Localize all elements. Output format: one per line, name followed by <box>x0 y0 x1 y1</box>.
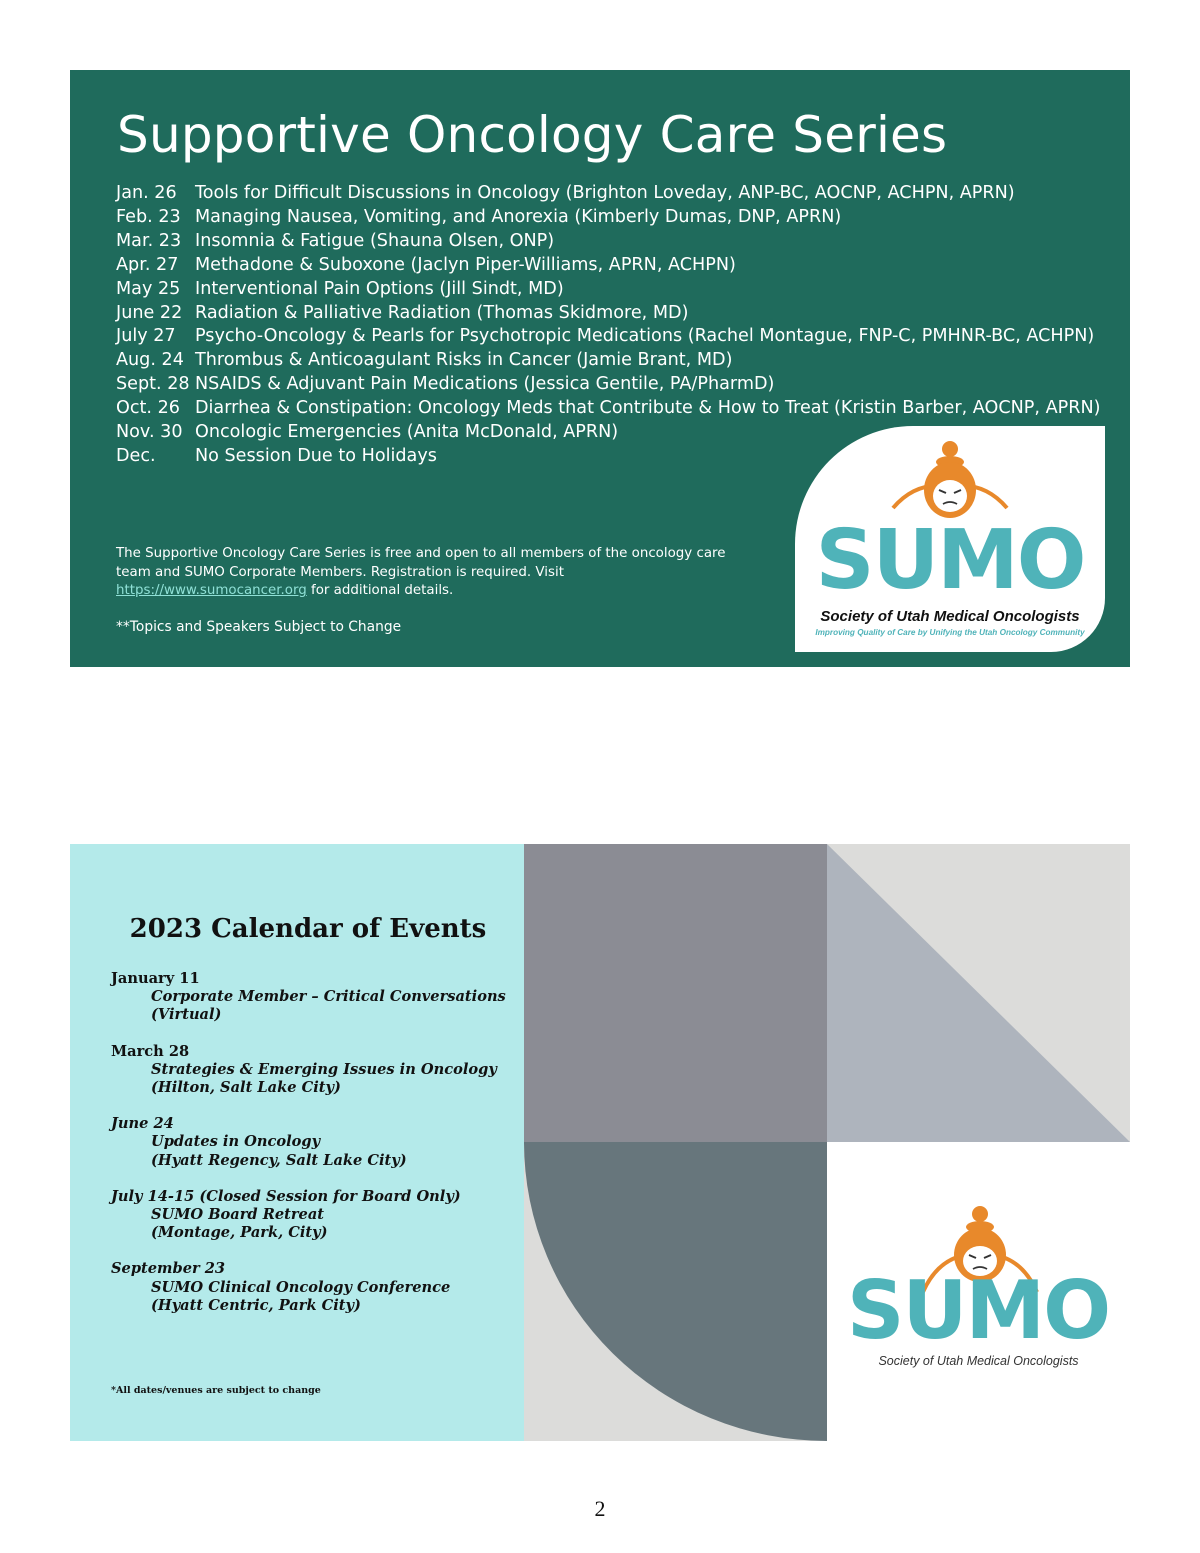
slide-title: Supportive Oncology Care Series <box>117 106 948 164</box>
schedule-row <box>116 349 1100 373</box>
schedule-topic: Radiation & Palliative Radiation (Thomas Skidmore, MD) <box>195 302 689 323</box>
schedule-date: June 22 <box>116 302 183 323</box>
schedule-date: Mar. 23 <box>116 230 182 251</box>
schedule-date: Nov. 30 <box>116 422 183 443</box>
schedule-topic: Methadone & Suboxone (Jaclyn Piper-Williams, APRN, ACHPN) <box>195 254 736 275</box>
schedule-row <box>116 373 1100 397</box>
schedule-date: Feb. 23 <box>116 206 181 227</box>
schedule-topic: Diarrhea & Constipation: Oncology Meds that Contribute & How to Treat (Kristin Barber, AOCNP, APRN) <box>195 398 1101 419</box>
sumo-wordmark: SUMO <box>846 1264 1110 1347</box>
schedule-row <box>116 230 1100 254</box>
logo-tagline: Improving Quality of Care by Unifying the Utah Oncology Community <box>815 628 1085 637</box>
schedule-topic: Thrombus & Anticoagulant Risks in Cancer (Jamie Brant, MD) <box>195 350 733 371</box>
sumo-wrestler-icon <box>795 426 1105 608</box>
event-title: Strategies & Emerging Issues in Oncology <box>151 1060 497 1078</box>
decorative-triangle <box>827 844 1130 1142</box>
schedule-date: Dec. <box>116 445 156 466</box>
registration-text-end: for additional details. <box>306 583 454 599</box>
logo-org-name: Society of Utah Medical Oncologists <box>820 608 1080 625</box>
calendar-title: 2023 Calendar of Events <box>129 914 487 944</box>
page-number: 2 <box>594 1496 606 1521</box>
schedule-date: Jan. 26 <box>116 183 177 203</box>
decorative-gray-block <box>524 844 827 1142</box>
event-item <box>111 1115 506 1170</box>
schedule-topic: Psycho-Oncology & Pearls for Psychotropic Medications (Rachel Montague, FNP-C, PMHNR-BC, ACHPN) <box>195 326 1095 347</box>
schedule-row <box>116 182 1100 206</box>
event-title: SUMO Board Retreat <box>151 1206 325 1224</box>
event-title: SUMO Clinical Oncology Conference <box>151 1278 451 1296</box>
schedule-row <box>116 254 1100 278</box>
dates-subject-to-change-note: *All dates/venues are subject to change <box>111 1385 321 1396</box>
event-item <box>111 1043 506 1098</box>
event-date: July 14-15 (Closed Session for Board Only) <box>111 1187 461 1205</box>
event-venue: (Hyatt Centric, Park City) <box>151 1296 361 1314</box>
schedule-row <box>116 397 1100 421</box>
schedule-topic: Tools for Difficult Discussions in Oncology (Brighton Loveday, ANP-BC, AOCNP, ACHPN, APRN) <box>195 183 1015 203</box>
event-venue: (Montage, Park, City) <box>151 1224 328 1242</box>
schedule-row <box>116 278 1100 302</box>
decorative-quarter-circle <box>524 1142 827 1441</box>
schedule-topic: Managing Nausea, Vomiting, and Anorexia (Kimberly Dumas, DNP, APRN) <box>195 206 842 227</box>
event-venue: (Virtual) <box>151 1006 222 1024</box>
schedule-date: July 27 <box>116 326 176 347</box>
event-date: March 28 <box>111 1042 190 1060</box>
event-date: January 11 <box>111 970 200 987</box>
schedule-row <box>116 302 1100 326</box>
subject-to-change-note: **Topics and Speakers Subject to Change <box>116 619 402 635</box>
event-date: September 23 <box>111 1260 226 1278</box>
calendar-slide <box>70 844 1130 1441</box>
sumo-wrestler-icon <box>827 1142 1130 1347</box>
event-title: Corporate Member – Critical Conversations <box>151 988 506 1006</box>
schedule-date: Oct. 26 <box>116 398 180 419</box>
supportive-oncology-slide <box>70 70 1130 667</box>
events-list <box>111 970 506 1333</box>
sumo-logo-panel <box>827 1142 1130 1441</box>
event-venue: (Hyatt Regency, Salt Lake City) <box>151 1151 407 1169</box>
schedule-date: Apr. 27 <box>116 254 179 275</box>
event-title: Updates in Oncology <box>151 1133 321 1151</box>
schedule-topic: Insomnia & Fatigue (Shauna Olsen, ONP) <box>195 230 555 251</box>
sumocancer-link[interactable]: https://www.sumocancer.org <box>116 583 307 599</box>
registration-note <box>116 545 756 601</box>
event-venue: (Hilton, Salt Lake City) <box>151 1079 341 1097</box>
schedule-date: Sept. 28 <box>116 374 190 395</box>
event-item <box>111 1260 506 1315</box>
logo-org-name: Society of Utah Medical Oncologists <box>878 1354 1079 1368</box>
event-item <box>111 970 506 1025</box>
registration-text: The Supportive Oncology Care Series is free and open to all members of the oncology care team and SUMO Corporate Members. Registration is required. Visit <box>116 546 726 580</box>
sumo-wordmark: SUMO <box>815 513 1085 608</box>
sumo-logo-card <box>795 426 1105 652</box>
schedule-topic: NSAIDS & Adjuvant Pain Medications (Jessica Gentile, PA/PharmD) <box>195 374 775 395</box>
calendar-panel <box>70 844 524 1441</box>
event-item <box>111 1188 506 1243</box>
schedule-topic: Interventional Pain Options (Jill Sindt, MD) <box>195 278 564 299</box>
event-date: June 24 <box>111 1115 174 1133</box>
schedule-row <box>116 325 1100 349</box>
schedule-date: May 25 <box>116 278 181 299</box>
schedule-topic: No Session Due to Holidays <box>195 445 437 466</box>
schedule-row <box>116 206 1100 230</box>
schedule-date: Aug. 24 <box>116 350 184 371</box>
schedule-topic: Oncologic Emergencies (Anita McDonald, APRN) <box>195 422 619 443</box>
